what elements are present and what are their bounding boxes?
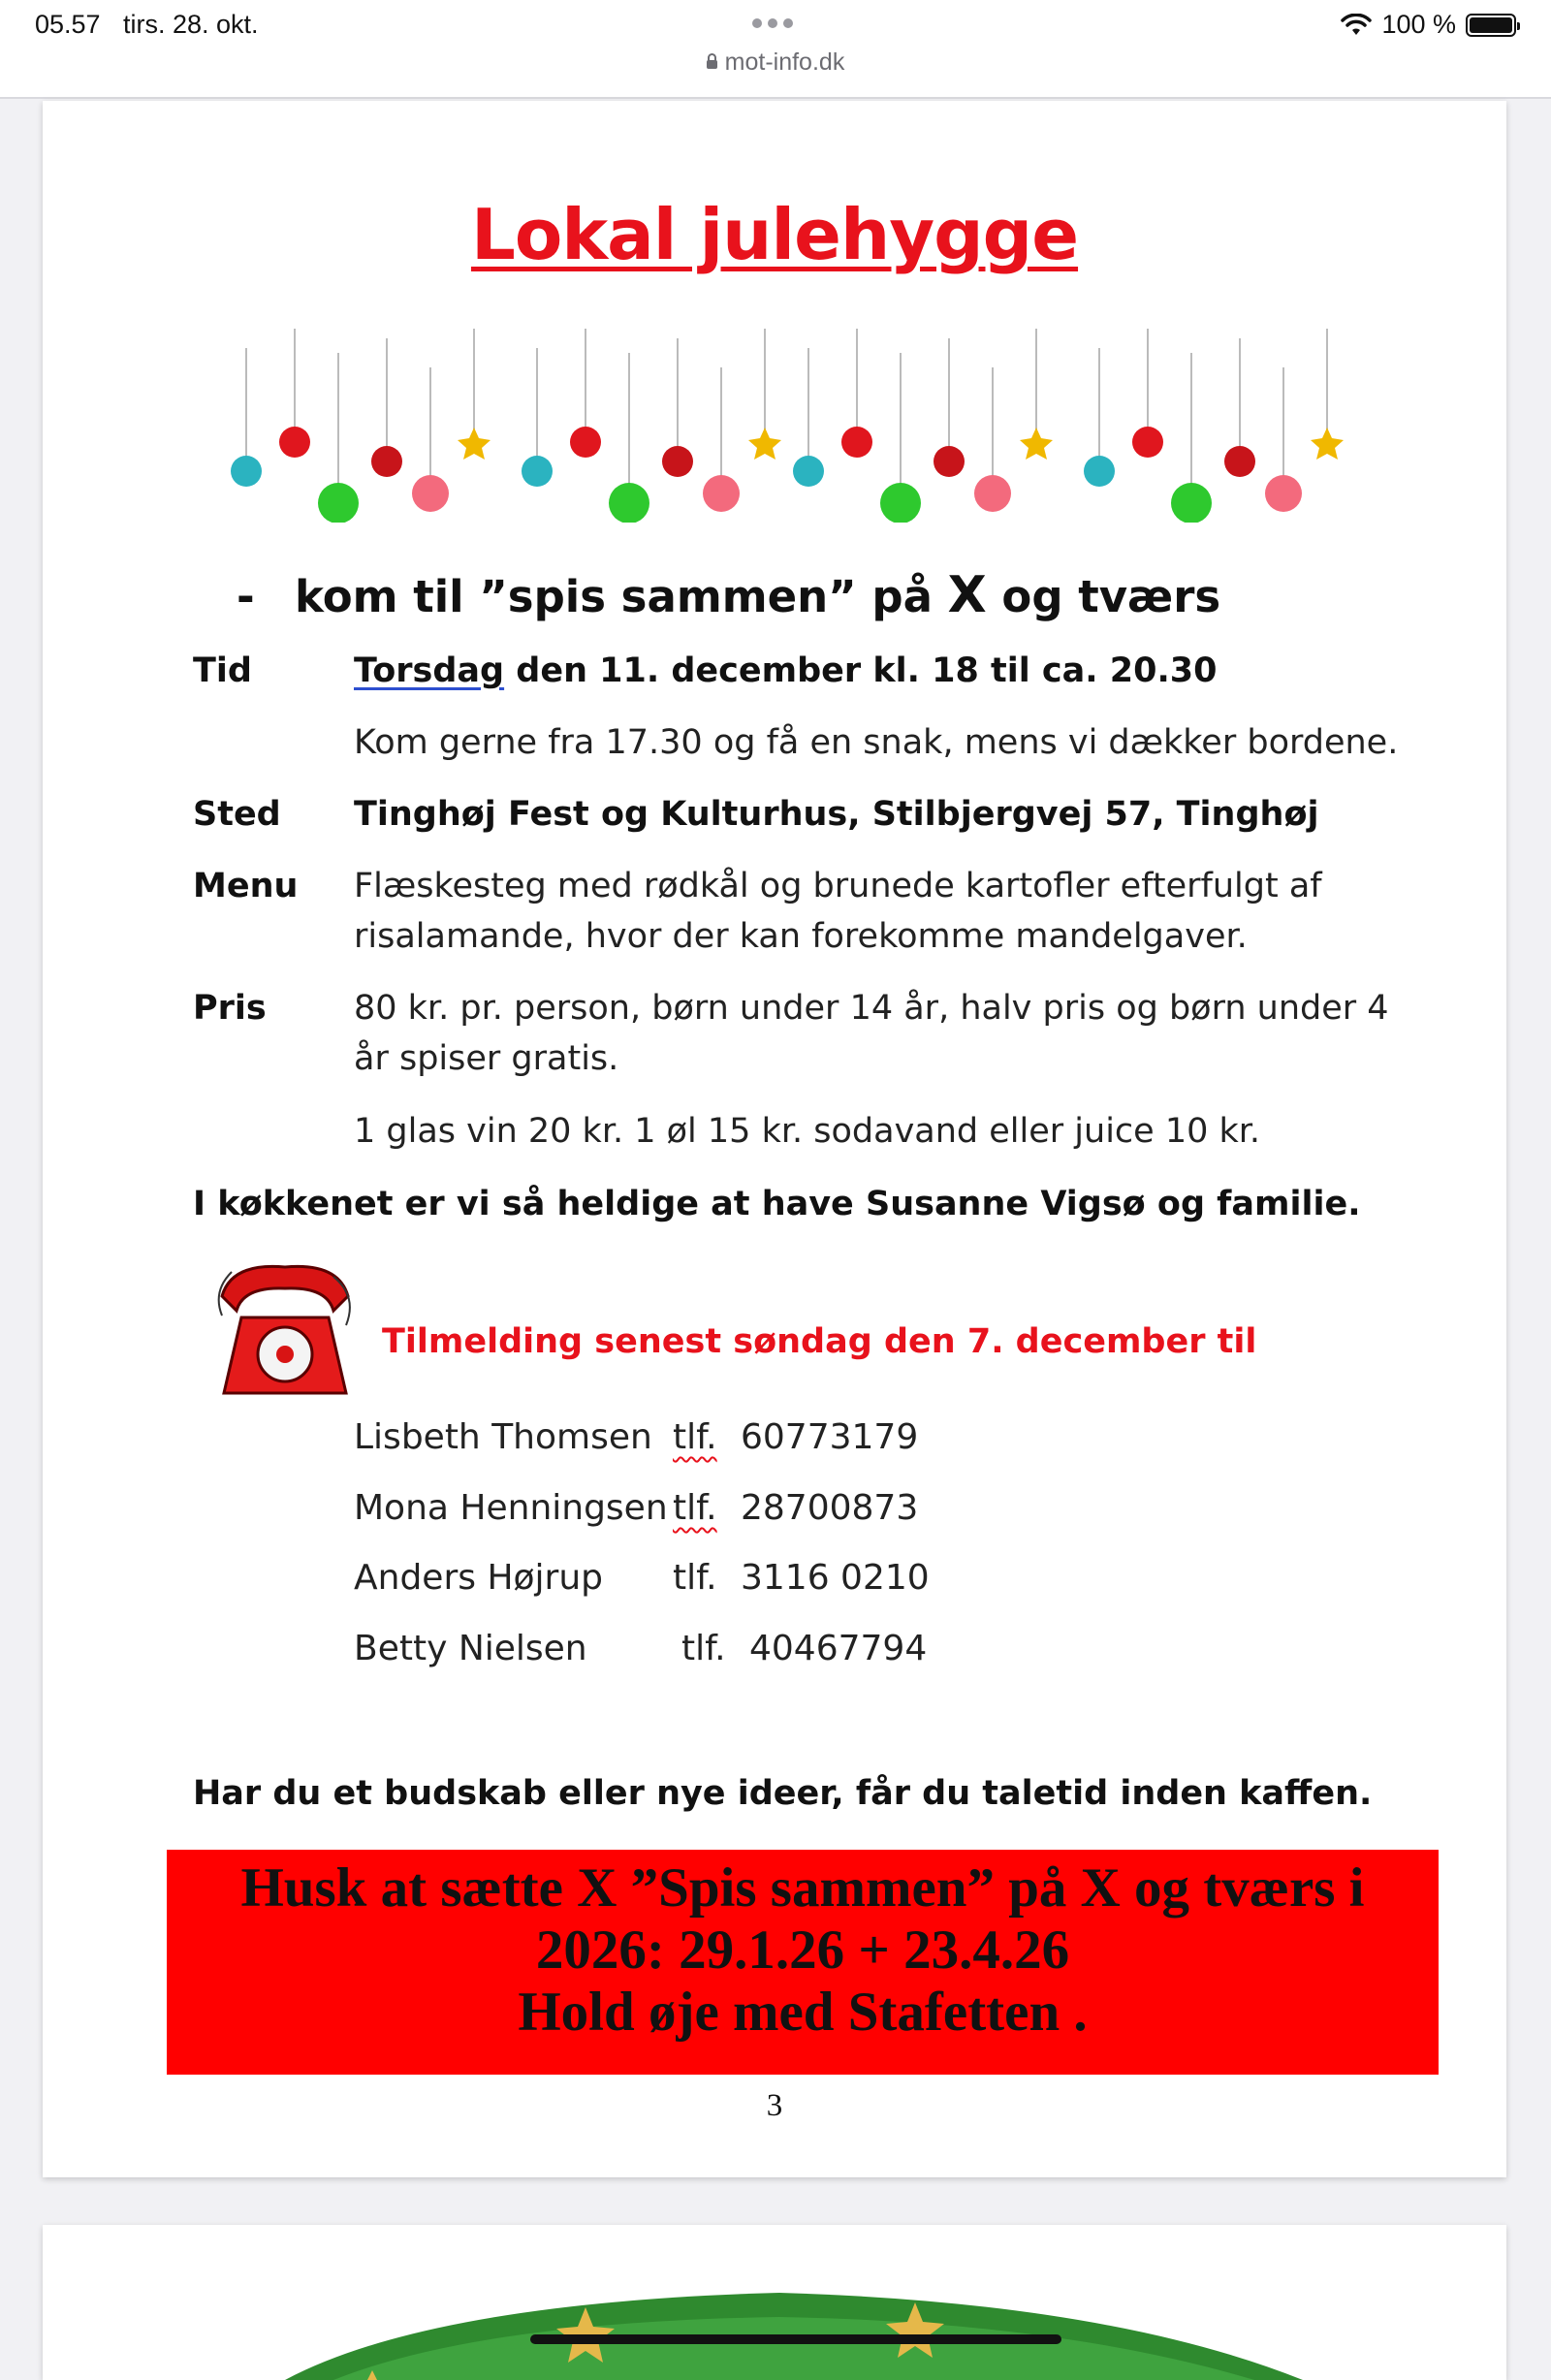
url-text: mot-info.dk [724,48,845,76]
pris-label: Pris [193,989,267,1028]
christmas-ornaments-icon [198,329,1361,523]
kitchen-note: I køkkenet er vi så heldige at have Susanne Vigsø og familie. [193,1185,1361,1223]
contact-name: Anders Højrup [354,1558,604,1598]
christmas-garland-icon [43,2225,1506,2380]
menu-value: Flæskesteg med rødkål og brunede kartofler efterfulgt af risalamande, hvor der kan forekomme mandelgaver. [354,867,1322,956]
contact-row [354,1417,1032,1466]
contact-tlf: tlf. [681,1629,726,1668]
page-title: Lokal julehygge [470,194,1079,275]
status-bar [0,0,1551,99]
menu-label: Menu [193,867,299,905]
status-right [1341,10,1516,40]
contact-tlf: tlf. [673,1488,717,1528]
banner-line-1: Husk at sætte X ”Spis sammen” på X og tværs i [240,1857,1365,1919]
wifi-icon [1341,14,1372,37]
address-bar[interactable] [0,48,1551,77]
pris-drinks: 1 glas vin 20 kr. 1 øl 15 kr. sodavand eller juice 10 kr. [354,1112,1261,1151]
contact-phone: 3116 0210 [741,1558,930,1598]
contact-name: Betty Nielsen [354,1629,587,1668]
battery-percent: 100 % [1381,10,1456,39]
tid-label: Tid [193,651,252,690]
multitasking-dots-icon[interactable] [752,16,801,27]
lock-icon [707,60,717,69]
contact-name: Lisbeth Thomsen [354,1417,652,1457]
status-date: tirs. 28. okt. [123,10,259,39]
battery-icon [1466,14,1516,37]
next-page [43,2225,1506,2380]
contact-phone: 60773179 [741,1417,919,1457]
contact-row [354,1488,1032,1537]
contact-name: Mona Henningsen [354,1488,668,1528]
contact-tlf: tlf. [673,1558,717,1598]
sted-label: Sted [193,795,281,834]
subtitle: - kom til ”spis sammen” på X og tværs [237,566,1221,624]
home-indicator[interactable] [530,2334,1061,2344]
reminder-banner [167,1850,1439,2075]
page-number: 3 [766,2088,783,2123]
tid-value: Torsdag den 11. december kl. 18 til ca. 20.30 [354,651,1218,690]
banner-line-2: 2026: 29.1.26 + 23.4.26 [535,1920,1070,1981]
message-note: Har du et budskab eller nye ideer, får du taletid inden kaffen. [193,1774,1373,1813]
banner-line-3: Hold øje med Stafetten . [518,1982,1088,2043]
contact-phone: 28700873 [741,1488,919,1528]
contact-row [354,1629,1032,1677]
pris-value: 80 kr. pr. person, børn under 14 år, halv pris og børn under 4 år spiser gratis. [354,989,1389,1078]
document-page [43,101,1506,2177]
contact-phone: 40467794 [749,1629,928,1668]
tid-note: Kom gerne fra 17.30 og få en snak, mens vi dækker bordene. [354,723,1399,762]
contact-row [354,1558,1032,1606]
telephone-icon [212,1257,358,1403]
sted-value: Tinghøj Fest og Kulturhus, Stilbjergvej 57, Tinghøj [354,795,1319,834]
status-time: 05.57 [35,10,101,39]
registration-heading: Tilmelding senest søndag den 7. december til [382,1322,1257,1361]
contact-tlf: tlf. [673,1417,717,1457]
